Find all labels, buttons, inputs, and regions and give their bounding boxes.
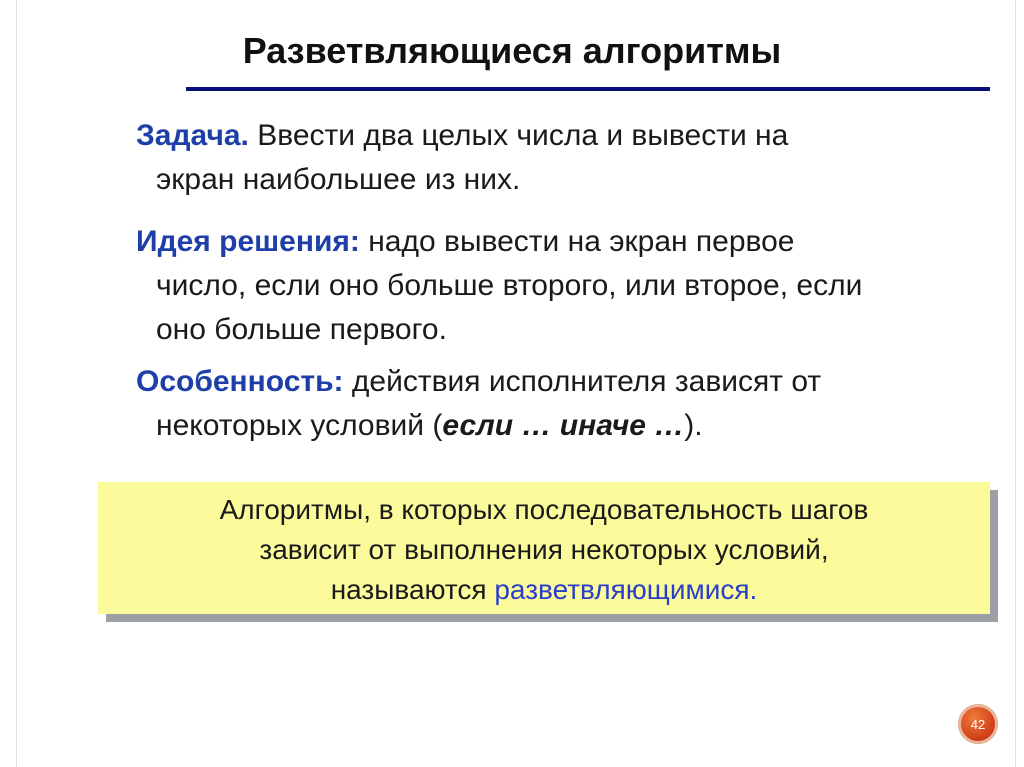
feature-text-1: действия исполнителя зависят от bbox=[343, 365, 822, 398]
page-number: 42 bbox=[970, 716, 986, 732]
idea-text-3: оно больше первого. bbox=[156, 313, 447, 346]
idea-line-1 bbox=[136, 220, 986, 264]
definition-box bbox=[98, 482, 990, 614]
definition-line-1: Алгоритмы, в которых последовательность шагов bbox=[219, 494, 869, 525]
feature-condition-emphasis: если … иначе … bbox=[442, 409, 685, 442]
task-text-2: экран наибольшее из них. bbox=[156, 163, 521, 196]
feature-line-1 bbox=[136, 360, 986, 404]
definition-highlight: разветвляющимися. bbox=[494, 574, 758, 605]
definition-line-2: зависит от выполнения некоторых условий, bbox=[259, 534, 829, 565]
idea-label: Идея решения: bbox=[136, 225, 360, 258]
definition-text-3: называются bbox=[330, 574, 495, 605]
definition-line-3 bbox=[98, 570, 990, 610]
feature-text-2-before: некоторых условий ( bbox=[156, 409, 443, 442]
task-text-1: Ввести два целых числа и вывести на bbox=[248, 119, 789, 152]
task-line-1 bbox=[136, 114, 986, 158]
slide-title: Разветвляющиеся алгоритмы bbox=[242, 30, 782, 71]
feature-text-2-after: ). bbox=[684, 409, 703, 442]
title-underline bbox=[186, 87, 990, 91]
feature-label: Особенность: bbox=[136, 365, 344, 398]
idea-text-1: надо вывести на экран первое bbox=[359, 225, 795, 258]
feature-line-2 bbox=[136, 404, 986, 448]
task-label: Задача. bbox=[136, 119, 249, 152]
idea-paragraph bbox=[136, 220, 986, 352]
page-number-badge bbox=[958, 704, 998, 744]
idea-text-2: число, если оно больше второго, или второе, если bbox=[156, 269, 863, 302]
task-paragraph bbox=[136, 114, 986, 202]
feature-paragraph bbox=[136, 360, 986, 448]
